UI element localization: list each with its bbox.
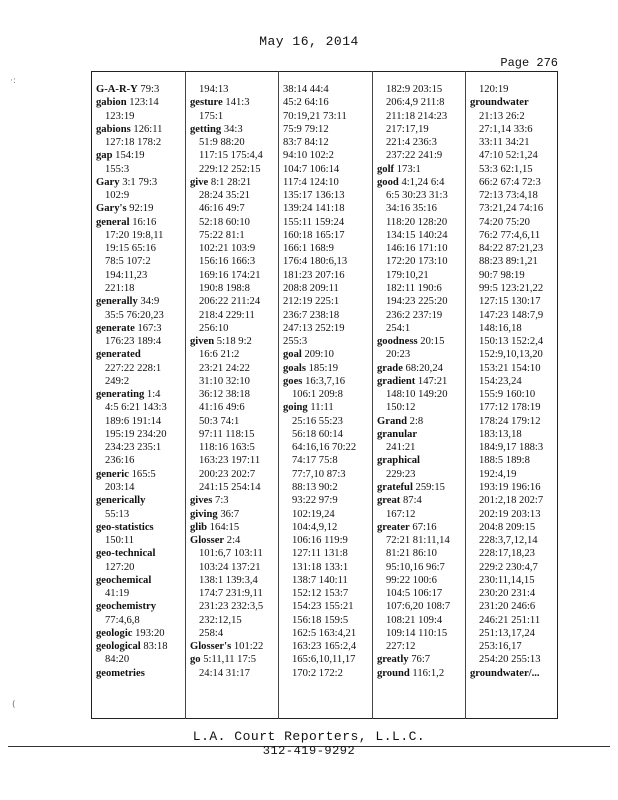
index-line: 27:1,14 33:6	[479, 123, 533, 135]
index-line: 6:5 30:23 31:3	[386, 190, 448, 202]
index-entry	[96, 348, 184, 361]
index-line: 228:3,7,12,14	[479, 535, 538, 547]
index-entry: good 4:1,24 6:4	[377, 176, 445, 188]
index-line: 95:10,16 96:7	[386, 561, 445, 573]
index-entry: generally 34:9	[96, 296, 160, 308]
index-line: 255:3	[283, 336, 308, 348]
index-line: 231:23 232:3,5	[199, 601, 264, 613]
index-line: 178:24 179:12	[479, 415, 541, 427]
index-entry: gives 7:3	[190, 495, 229, 507]
index-term: golf	[377, 163, 395, 175]
index-line: 127:15 130:17	[479, 296, 541, 308]
index-line: 162:5 163:4,21	[292, 627, 357, 639]
index-entry: golf 173:1	[377, 163, 421, 175]
index-entry: general 16:16	[96, 216, 157, 228]
index-term: geologic	[96, 627, 133, 639]
footer-company: L.A. Court Reporters, L.L.C.	[192, 729, 426, 744]
index-entry	[377, 428, 464, 441]
index-line: 45:2 64:16	[283, 97, 329, 109]
index-line: 74:17 75:8	[292, 455, 338, 467]
index-entry: glib 164:15	[190, 521, 240, 533]
index-line: 177:12 178:19	[479, 402, 541, 414]
index-line: 117:4 124:10	[283, 176, 339, 188]
index-line: 192:4,19	[479, 468, 517, 480]
index-line: 106:1 209:8	[292, 389, 343, 401]
index-line: 84:20	[105, 654, 130, 666]
index-term: G-A-R-Y	[96, 84, 138, 95]
index-line: 154:23 155:21	[292, 601, 354, 613]
index-line: 176:23 189:4	[105, 336, 162, 348]
index-term: goals	[283, 362, 306, 374]
index-line: 211:18 214:23	[386, 110, 448, 122]
index-line: 160:18 165:17	[283, 229, 345, 241]
index-term: Gary's	[96, 203, 127, 215]
index-column-1	[96, 83, 184, 680]
index-line: 66:2 67:4 72:3	[479, 176, 541, 188]
index-line: 56:18 60:14	[292, 428, 343, 440]
index-line: 103:24 137:21	[199, 561, 261, 573]
index-line: 204:8 209:15	[479, 521, 536, 533]
index-line: 84:22 87:21,23	[479, 243, 544, 255]
index-line: 229:2 230:4,7	[479, 561, 538, 573]
index-entry: ground 116:1,2	[377, 667, 445, 679]
index-entry: great 87:4	[377, 495, 422, 507]
index-line: 181:23 207:16	[283, 269, 345, 281]
column-divider	[372, 71, 373, 719]
index-line: 72:13 73:4,18	[479, 190, 538, 202]
index-term: geo-statistics	[96, 521, 154, 533]
index-entry: generic 165:5	[96, 468, 156, 480]
index-line: 107:6,20 108:7	[386, 601, 451, 613]
index-term: geological	[96, 641, 141, 653]
index-line: 237:22 241:9	[386, 150, 443, 162]
index-line: 193:19 196:16	[479, 481, 541, 493]
index-line: 194:13	[199, 84, 229, 95]
index-line: 229:23	[386, 468, 416, 480]
index-term: Glosser's	[190, 641, 232, 653]
index-line: 21:13 26:2	[479, 110, 525, 122]
index-line: 156:16 166:3	[199, 256, 256, 268]
index-line: 166:1 168:9	[283, 243, 334, 255]
index-term: gap	[96, 150, 113, 162]
index-line: 46:16 49:7	[199, 203, 245, 215]
index-line: 182:11 190:6	[386, 282, 442, 294]
index-term: going	[283, 402, 308, 414]
index-term: ground	[377, 667, 410, 679]
index-line: 190:8 198:8	[199, 282, 250, 294]
index-entry: Glosser 2:4	[190, 535, 241, 547]
index-line: 139:24 141:18	[283, 203, 345, 215]
index-line: 35:5 76:20,23	[105, 309, 164, 321]
index-entry	[96, 600, 184, 613]
index-term: generally	[96, 296, 138, 308]
index-line: 152:9,10,13,20	[479, 349, 543, 361]
index-entry: grateful 259:15	[377, 481, 445, 493]
index-term: Glosser	[190, 535, 225, 547]
index-line: 19:15 65:16	[105, 243, 156, 255]
index-line: 53:3 62:1,15	[479, 163, 533, 175]
index-term: generically	[96, 495, 146, 507]
index-term: go	[190, 654, 201, 666]
index-line: 163:23 197:11	[199, 455, 261, 467]
index-line: 194:11,23	[105, 269, 148, 281]
index-line: 93:22 97:9	[292, 495, 338, 507]
index-term: grateful	[377, 481, 413, 493]
index-line: 90:7 98:19	[479, 269, 525, 281]
index-line: 230:11,14,15	[479, 574, 535, 586]
index-line: 167:12	[386, 508, 416, 520]
index-entry: gabion 123:14	[96, 97, 159, 109]
index-line: 77:4,6,8	[105, 614, 140, 626]
index-term: geochemical	[96, 574, 152, 586]
index-line: 24:14 31:17	[199, 667, 250, 679]
index-line: 127:11 131:8	[292, 548, 348, 560]
index-entry: Gary 3:1 79:3	[96, 176, 158, 188]
index-line: 101:6,7 103:11	[199, 548, 263, 560]
index-line: 106:16 119:9	[292, 535, 348, 547]
scan-mark: ·:	[10, 76, 16, 86]
index-term: generic	[96, 468, 129, 480]
header-date: May 16, 2014	[259, 34, 359, 49]
index-line: 169:16 174:21	[199, 269, 261, 281]
index-line: 117:15 175:4,4	[199, 150, 263, 162]
index-entry: go 5:11,11 17:5	[190, 654, 257, 666]
index-entry	[96, 494, 184, 507]
index-line: 175:1	[199, 110, 224, 122]
index-term: gesture	[190, 97, 223, 109]
index-line: 170:2 172:2	[292, 667, 343, 679]
index-term: goes	[283, 375, 303, 387]
index-term: groundwater/...	[470, 667, 540, 679]
index-term: greatly	[377, 654, 409, 666]
index-entry: goes 16:3,7,16	[283, 375, 346, 387]
index-line: 184:9,17 188:3	[479, 442, 544, 454]
index-column-3	[283, 83, 371, 680]
index-term: grade	[377, 362, 403, 374]
index-line: 75:22 81:1	[199, 229, 245, 241]
index-line: 38:14 44:4	[283, 84, 329, 95]
index-line: 83:7 84:12	[283, 137, 329, 149]
index-line: 202:19 203:13	[479, 508, 541, 520]
index-entry	[96, 667, 184, 680]
index-column-4	[377, 83, 464, 680]
index-line: 109:14 110:15	[386, 627, 448, 639]
index-line: 78:5 107:2	[105, 256, 151, 268]
index-line: 179:10,21	[386, 269, 429, 281]
index-line: 221:4 236:3	[386, 137, 437, 149]
index-line: 228:17,18,23	[479, 548, 535, 560]
index-line: 23:21 24:22	[199, 362, 250, 374]
header-page-number: Page 276	[500, 56, 558, 70]
column-divider	[465, 71, 466, 719]
column-divider	[278, 71, 279, 719]
index-line: 176:4 180:6,13	[283, 256, 348, 268]
index-line: 138:7 140:11	[292, 574, 348, 586]
index-line: 41:16 49:6	[199, 402, 245, 414]
index-line: 183:13,18	[479, 428, 522, 440]
index-term: greater	[377, 521, 410, 533]
index-term: great	[377, 495, 401, 507]
index-line: 256:10	[199, 322, 229, 334]
index-line: 99:22 100:6	[386, 574, 437, 586]
index-term: gabion	[96, 97, 127, 109]
index-line: 206:4,9 211:8	[386, 97, 445, 109]
index-line: 135:17 136:13	[283, 190, 345, 202]
index-entry: gap 154:19	[96, 150, 145, 162]
index-line: 246:21 251:11	[479, 614, 541, 626]
index-line: 72:21 81:11,14	[386, 535, 450, 547]
scan-mark: (	[12, 700, 16, 710]
index-line: 94:10 102:2	[283, 150, 334, 162]
index-entry: gabions 126:11	[96, 123, 163, 135]
index-line: 134:15 140:24	[386, 229, 448, 241]
index-line: 231:20 246:6	[479, 601, 536, 613]
index-line: 70:19,21 73:11	[283, 110, 347, 122]
index-term: general	[96, 216, 130, 228]
index-line: 81:21 86:10	[386, 548, 437, 560]
index-line: 76:2 77:4,6,11	[479, 229, 541, 241]
index-line: 247:13 252:19	[283, 322, 345, 334]
index-term: good	[377, 176, 399, 188]
index-term: geometries	[96, 667, 145, 679]
index-line: 138:1 139:3,4	[199, 574, 258, 586]
index-line: 20:23	[386, 349, 411, 361]
index-line: 74:20 75:20	[479, 216, 530, 228]
index-line: 206:22 211:24	[199, 296, 261, 308]
index-entry: greater 67:16	[377, 521, 437, 533]
index-line: 236:7 238:18	[283, 309, 340, 321]
index-line: 249:2	[105, 375, 130, 387]
index-entry: Glosser's 101:22	[190, 641, 264, 653]
index-term: granular	[377, 428, 418, 440]
index-entry: generating 1:4	[96, 389, 161, 401]
index-line: 88:13 90:2	[292, 481, 338, 493]
index-line: 25:16 55:23	[292, 415, 343, 427]
index-line: 155:3	[105, 163, 130, 175]
index-line: 52:18 60:10	[199, 216, 250, 228]
index-line: 165:6,10,11,17	[292, 654, 356, 666]
index-line: 31:10 32:10	[199, 375, 250, 387]
index-entry: Grand 2:8	[377, 415, 424, 427]
index-line: 172:20 173:10	[386, 256, 448, 268]
index-line: 118:20 128:20	[386, 216, 448, 228]
index-line: 150:12	[386, 402, 416, 414]
index-line: 229:12 252:15	[199, 163, 261, 175]
index-entry: going 11:11	[283, 402, 334, 414]
index-entry: goodness 20:15	[377, 336, 445, 348]
index-entry: giving 36:7	[190, 508, 240, 520]
index-line: 241:15 254:14	[199, 481, 261, 493]
index-line: 154:23,24	[479, 375, 522, 387]
index-entry: generate 167:3	[96, 322, 162, 334]
index-line: 77:7,10 87:3	[292, 468, 346, 480]
index-line: 208:8 209:11	[283, 282, 339, 294]
index-line: 102:19,24	[292, 508, 335, 520]
index-term: gives	[190, 495, 213, 507]
index-line: 131:18 133:1	[292, 561, 349, 573]
index-line: 47:10 52:1,24	[479, 150, 538, 162]
index-line: 194:23 225:20	[386, 296, 448, 308]
index-line: 34:16 35:16	[386, 203, 437, 215]
index-line: 147:23 148:7,9	[479, 309, 544, 321]
index-line: 217:17,19	[386, 123, 429, 135]
index-term: gabions	[96, 123, 131, 135]
index-line: 127:20	[105, 561, 135, 573]
index-line: 127:18 178:2	[105, 137, 162, 149]
index-line: 50:3 74:1	[199, 415, 240, 427]
index-line: 99:5 123:21,22	[479, 282, 544, 294]
index-entry: give 8:1 28:21	[190, 176, 252, 188]
index-entry: goal 209:10	[283, 349, 334, 361]
index-line: 88:23 89:1,21	[479, 256, 538, 268]
index-term: geo-technical	[96, 548, 156, 560]
index-line: 33:11 34:21	[479, 137, 530, 149]
index-term: gradient	[377, 375, 416, 387]
index-line: 64:16,16 70:22	[292, 442, 357, 454]
index-line: 251:13,17,24	[479, 627, 535, 639]
index-entry	[470, 96, 556, 109]
index-line: 241:21	[386, 442, 416, 454]
index-column-5	[470, 83, 556, 680]
index-entry: greatly 76:7	[377, 654, 431, 666]
index-term: generating	[96, 389, 145, 401]
index-line: 227:12	[386, 641, 416, 653]
index-line: 146:16 171:10	[386, 243, 448, 255]
index-line: 118:16 163:5	[199, 442, 255, 454]
index-line: 234:23 235:1	[105, 442, 162, 454]
index-entry	[96, 521, 184, 534]
index-line: 102:9	[105, 190, 130, 202]
index-line: 55:13	[105, 508, 130, 520]
index-entry: G-A-R-Y 79:3	[96, 84, 160, 95]
index-line: 218:4 229:11	[199, 309, 255, 321]
index-line: 203:14	[105, 481, 135, 493]
index-line: 163:23 165:2,4	[292, 641, 357, 653]
index-line: 36:12 38:18	[199, 389, 250, 401]
index-line: 97:11 118:15	[199, 428, 255, 440]
index-term: generate	[96, 322, 135, 334]
index-line: 120:19	[479, 84, 509, 95]
index-line: 253:16,17	[479, 641, 522, 653]
index-term: give	[190, 176, 209, 188]
index-column-2	[190, 83, 277, 680]
index-line: 51:9 88:20	[199, 137, 245, 149]
index-line: 232:12,15	[199, 614, 242, 626]
index-line: 156:18 159:5	[292, 614, 349, 626]
index-line: 4:5 6:21 143:3	[105, 402, 167, 414]
index-entry: geologic 193:20	[96, 627, 165, 639]
index-line: 102:21 103:9	[199, 243, 256, 255]
index-term: goal	[283, 349, 302, 361]
index-line: 148:16,18	[479, 322, 522, 334]
index-line: 155:9 160:10	[479, 389, 536, 401]
index-line: 155:11 159:24	[283, 216, 345, 228]
index-line: 182:9 203:15	[386, 84, 443, 95]
index-entry: goals 185:19	[283, 362, 339, 374]
index-line: 153:21 154:10	[479, 362, 541, 374]
index-term: giving	[190, 508, 218, 520]
index-entry	[470, 667, 556, 680]
index-line: 152:12 153:7	[292, 588, 349, 600]
index-line: 28:24 35:21	[199, 190, 250, 202]
index-line: 201:2,18 202:7	[479, 495, 544, 507]
index-term: getting	[190, 123, 222, 135]
index-line: 236:16	[105, 455, 135, 467]
index-line: 41:19	[105, 588, 130, 600]
footer-phone: 312-419-9292	[262, 744, 356, 758]
index-entry	[377, 454, 464, 467]
index-term: glib	[190, 521, 208, 533]
index-line: 148:10 149:20	[386, 389, 448, 401]
index-line: 258:4	[199, 627, 224, 639]
index-line: 150:11	[105, 535, 135, 547]
index-entry: given 5:18 9:2	[190, 336, 252, 348]
index-line: 195:19 234:20	[105, 428, 167, 440]
index-entry: grade 68:20,24	[377, 362, 443, 374]
index-term: Grand	[377, 415, 408, 427]
index-line: 189:6 191:14	[105, 415, 162, 427]
index-line: 73:21,24 74:16	[479, 203, 544, 215]
index-line: 174:7 231:9,11	[199, 588, 263, 600]
index-term: Gary	[96, 176, 120, 188]
index-term: geochemistry	[96, 601, 157, 613]
index-entry: getting 34:3	[190, 123, 243, 135]
index-line: 212:19 225:1	[283, 296, 340, 308]
index-line: 188:5 189:8	[479, 455, 530, 467]
index-line: 230:20 231:4	[479, 588, 536, 600]
index-term: graphical	[377, 455, 420, 467]
index-term: goodness	[377, 336, 418, 348]
index-entry	[96, 547, 184, 560]
index-line: 108:21 109:4	[386, 614, 443, 626]
index-line: 254:1	[386, 322, 411, 334]
index-entry: geological 83:18	[96, 641, 168, 653]
index-term: groundwater	[470, 97, 529, 109]
index-line: 104:7 106:14	[283, 163, 340, 175]
index-line: 104:4,9,12	[292, 521, 338, 533]
index-entry: gesture 141:3	[190, 97, 250, 109]
index-line: 123:19	[105, 110, 135, 122]
index-line: 75:9 79:12	[283, 123, 329, 135]
index-entry: gradient 147:21	[377, 375, 448, 387]
index-line: 17:20 19:8,11	[105, 229, 164, 241]
column-divider	[185, 71, 186, 719]
index-line: 104:5 106:17	[386, 588, 443, 600]
index-line: 236:2 237:19	[386, 309, 443, 321]
index-line: 16:6 21:2	[199, 349, 240, 361]
index-line: 150:13 152:2,4	[479, 336, 544, 348]
index-line: 221:18	[105, 282, 135, 294]
index-entry	[96, 574, 184, 587]
index-line: 227:22 228:1	[105, 362, 162, 374]
index-line: 200:23 202:7	[199, 468, 256, 480]
index-line: 254:20 255:13	[479, 654, 541, 666]
index-entry: Gary's 92:19	[96, 203, 154, 215]
index-term: generated	[96, 349, 141, 361]
index-term: given	[190, 336, 215, 348]
